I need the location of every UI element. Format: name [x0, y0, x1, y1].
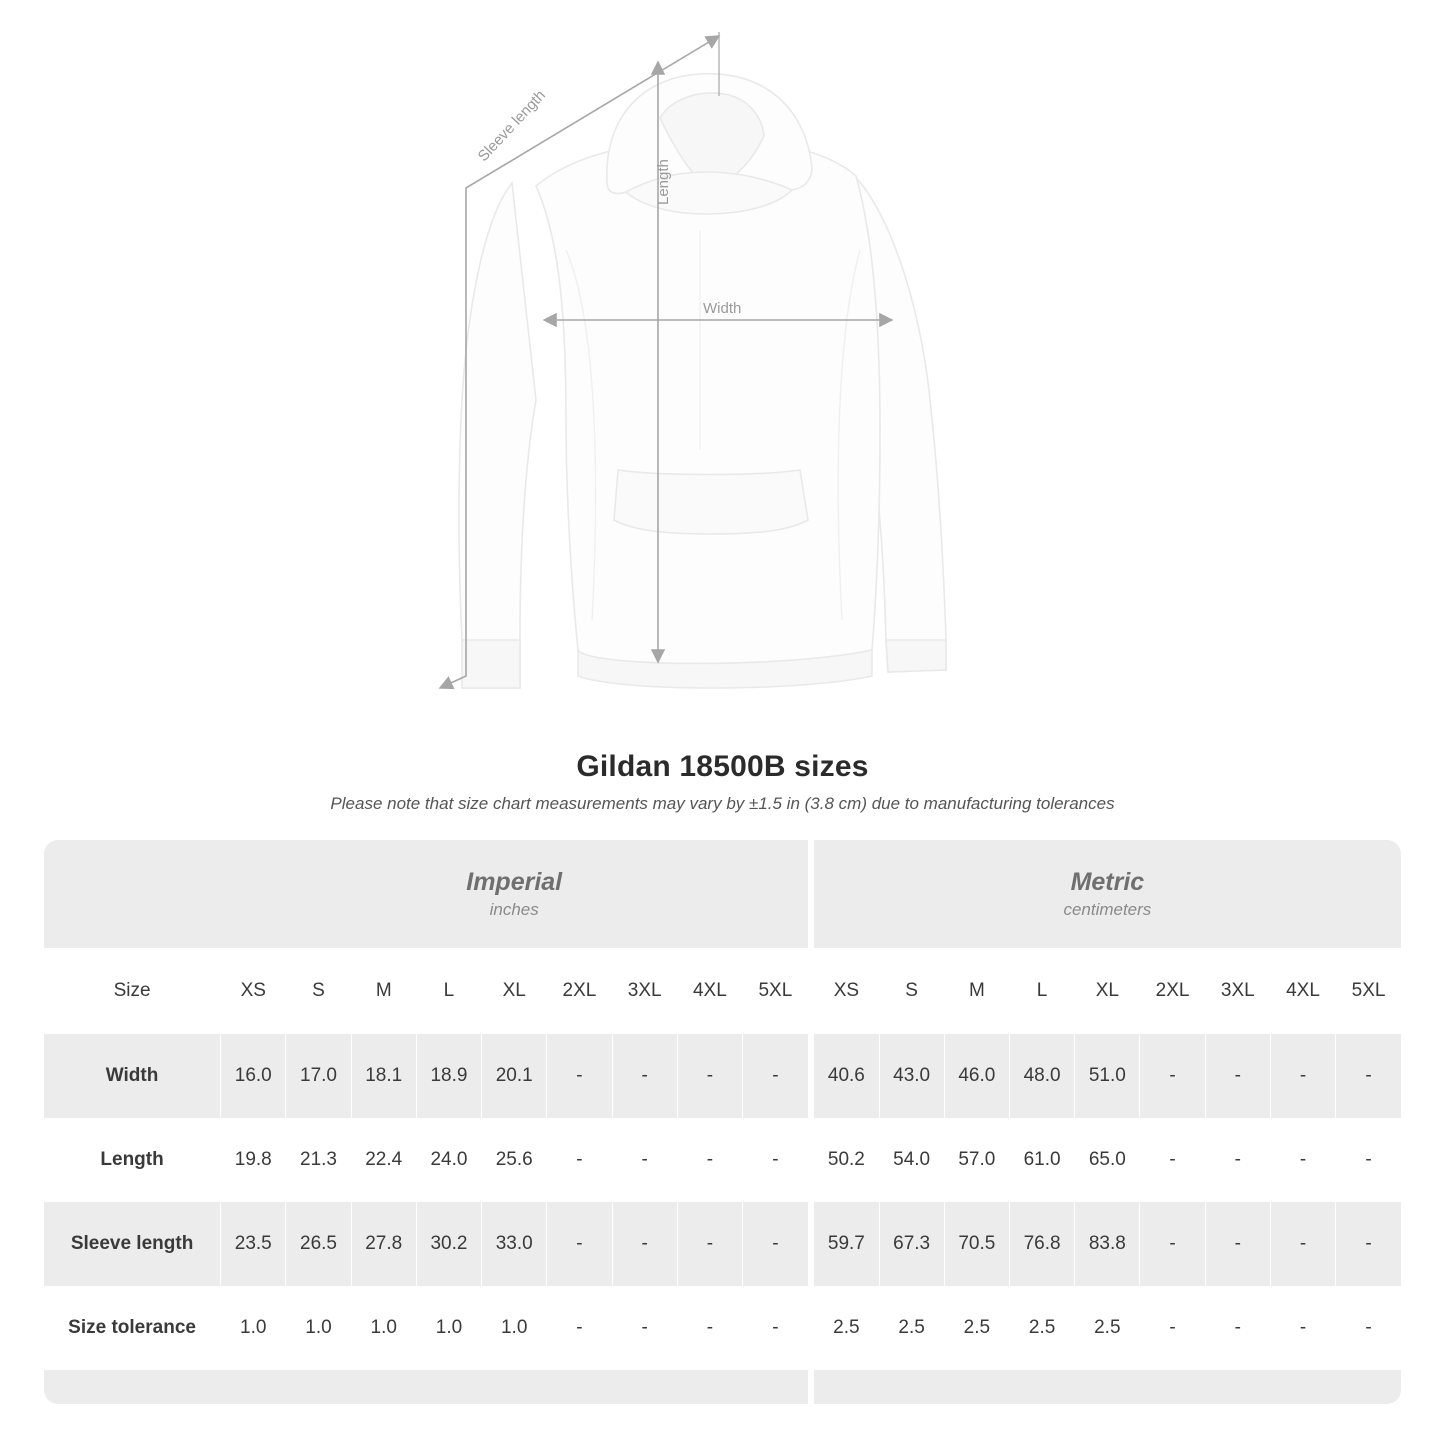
- row-label-width: Width: [44, 1034, 221, 1118]
- title-block: [0, 750, 1445, 814]
- table-row: [44, 1202, 1401, 1286]
- unit-header-separator: [808, 840, 814, 948]
- cell-tolerance-imperial-s: 1.0: [286, 1286, 351, 1370]
- size-header-imperial-3xl: 3XL: [612, 948, 677, 1034]
- tolerance-note: Please note that size chart measurements may vary by ±1.5 in (3.8 cm) due to manufacturing tolerances: [330, 794, 1115, 813]
- cell-length-imperial-m: 22.4: [351, 1118, 416, 1202]
- unit-header-row: [44, 840, 1401, 948]
- cell-tolerance-metric-xl: 2.5: [1075, 1286, 1140, 1370]
- size-header-metric-m: M: [944, 948, 1009, 1034]
- cell-width-metric-3xl: -: [1205, 1034, 1270, 1118]
- cell-sleeve-metric-xs: 59.7: [814, 1202, 879, 1286]
- size-header-imperial-5xl: 5XL: [743, 948, 808, 1034]
- cell-length-imperial-xs: 19.8: [221, 1118, 286, 1202]
- cell-length-imperial-2xl: -: [547, 1118, 612, 1202]
- footer-cell-metric: [814, 1370, 1401, 1404]
- length-dimension-label: Length: [655, 159, 672, 205]
- unit-header-spacer: [44, 840, 221, 948]
- cell-tolerance-imperial-m: 1.0: [351, 1286, 416, 1370]
- size-header-metric-3xl: 3XL: [1205, 948, 1270, 1034]
- cell-length-imperial-xl: 25.6: [482, 1118, 547, 1202]
- table-row: [44, 1118, 1401, 1202]
- cell-width-imperial-2xl: -: [547, 1034, 612, 1118]
- cell-sleeve-imperial-5xl: -: [743, 1202, 808, 1286]
- imperial-header-cell: [221, 840, 808, 948]
- cell-width-metric-2xl: -: [1140, 1034, 1205, 1118]
- cell-width-metric-5xl: -: [1336, 1034, 1401, 1118]
- cell-tolerance-metric-s: 2.5: [879, 1286, 944, 1370]
- cell-tolerance-imperial-xl: 1.0: [482, 1286, 547, 1370]
- cell-tolerance-metric-xs: 2.5: [814, 1286, 879, 1370]
- cell-width-metric-m: 46.0: [944, 1034, 1009, 1118]
- size-header-imperial-m: M: [351, 948, 416, 1034]
- cell-length-imperial-5xl: -: [743, 1118, 808, 1202]
- cell-tolerance-metric-l: 2.5: [1009, 1286, 1074, 1370]
- cell-width-metric-xl: 51.0: [1075, 1034, 1140, 1118]
- cell-width-metric-4xl: -: [1270, 1034, 1335, 1118]
- cell-length-metric-s: 54.0: [879, 1118, 944, 1202]
- size-header-imperial-s: S: [286, 948, 351, 1034]
- cell-width-metric-l: 48.0: [1009, 1034, 1074, 1118]
- cell-tolerance-metric-2xl: -: [1140, 1286, 1205, 1370]
- size-header-metric-xl: XL: [1075, 948, 1140, 1034]
- metric-label: Metric: [1070, 868, 1145, 897]
- size-header-imperial-2xl: 2XL: [547, 948, 612, 1034]
- cell-length-imperial-4xl: -: [677, 1118, 742, 1202]
- cell-sleeve-imperial-4xl: -: [677, 1202, 742, 1286]
- cell-length-imperial-l: 24.0: [416, 1118, 481, 1202]
- cell-length-metric-3xl: -: [1205, 1118, 1270, 1202]
- cell-width-imperial-3xl: -: [612, 1034, 677, 1118]
- cell-tolerance-metric-5xl: -: [1336, 1286, 1401, 1370]
- size-header-imperial-4xl: 4XL: [677, 948, 742, 1034]
- cell-width-imperial-s: 17.0: [286, 1034, 351, 1118]
- cell-length-metric-m: 57.0: [944, 1118, 1009, 1202]
- cell-sleeve-imperial-3xl: -: [612, 1202, 677, 1286]
- cell-sleeve-metric-4xl: -: [1270, 1202, 1335, 1286]
- cell-sleeve-metric-s: 67.3: [879, 1202, 944, 1286]
- cell-width-metric-s: 43.0: [879, 1034, 944, 1118]
- cell-sleeve-metric-l: 76.8: [1009, 1202, 1074, 1286]
- cell-tolerance-imperial-4xl: -: [677, 1286, 742, 1370]
- cell-sleeve-metric-xl: 83.8: [1075, 1202, 1140, 1286]
- cell-sleeve-metric-3xl: -: [1205, 1202, 1270, 1286]
- cell-sleeve-metric-m: 70.5: [944, 1202, 1009, 1286]
- cell-tolerance-imperial-xs: 1.0: [221, 1286, 286, 1370]
- size-row-label: Size: [44, 948, 221, 1034]
- table-row: [44, 1286, 1401, 1370]
- sleeve-length-dimension-label: Sleeve length: [474, 86, 549, 165]
- cell-length-metric-xs: 50.2: [814, 1118, 879, 1202]
- page-title: Gildan 18500B sizes: [576, 750, 869, 783]
- cell-tolerance-imperial-l: 1.0: [416, 1286, 481, 1370]
- metric-sublabel: centimeters: [1063, 899, 1152, 919]
- row-label-size-tolerance: Size tolerance: [44, 1286, 221, 1370]
- cell-width-metric-xs: 40.6: [814, 1034, 879, 1118]
- size-header-metric-s: S: [879, 948, 944, 1034]
- cell-length-metric-l: 61.0: [1009, 1118, 1074, 1202]
- cell-length-metric-xl: 65.0: [1075, 1118, 1140, 1202]
- size-header-imperial-l: L: [416, 948, 481, 1034]
- cell-sleeve-imperial-xs: 23.5: [221, 1202, 286, 1286]
- footer-cell-imperial: [221, 1370, 808, 1404]
- row-label-sleeve-length: Sleeve length: [44, 1202, 221, 1286]
- size-header-metric-l: L: [1009, 948, 1074, 1034]
- cell-length-metric-5xl: -: [1336, 1118, 1401, 1202]
- cell-width-imperial-m: 18.1: [351, 1034, 416, 1118]
- size-header-imperial-xl: XL: [482, 948, 547, 1034]
- size-header-metric-xs: XS: [814, 948, 879, 1034]
- size-header-row: [44, 948, 1401, 1034]
- cell-width-imperial-4xl: -: [677, 1034, 742, 1118]
- imperial-sublabel: inches: [489, 899, 539, 919]
- cell-tolerance-metric-m: 2.5: [944, 1286, 1009, 1370]
- cell-sleeve-imperial-m: 27.8: [351, 1202, 416, 1286]
- table-footer-band: [44, 1370, 1401, 1404]
- size-header-metric-2xl: 2XL: [1140, 948, 1205, 1034]
- cell-width-imperial-xl: 20.1: [482, 1034, 547, 1118]
- cell-sleeve-imperial-2xl: -: [547, 1202, 612, 1286]
- cell-tolerance-metric-4xl: -: [1270, 1286, 1335, 1370]
- cell-tolerance-imperial-2xl: -: [547, 1286, 612, 1370]
- cell-width-imperial-5xl: -: [743, 1034, 808, 1118]
- footer-cell-left: [44, 1370, 221, 1404]
- cell-tolerance-imperial-3xl: -: [612, 1286, 677, 1370]
- size-table-container: [44, 840, 1401, 1404]
- width-dimension-label: Width: [703, 300, 742, 317]
- size-header-metric-5xl: 5XL: [1336, 948, 1401, 1034]
- cell-sleeve-imperial-s: 26.5: [286, 1202, 351, 1286]
- cell-sleeve-imperial-xl: 33.0: [482, 1202, 547, 1286]
- table-row: [44, 1034, 1401, 1118]
- size-header-imperial-xs: XS: [221, 948, 286, 1034]
- cell-length-metric-2xl: -: [1140, 1118, 1205, 1202]
- cell-width-imperial-xs: 16.0: [221, 1034, 286, 1118]
- size-table: [44, 840, 1401, 1404]
- cell-length-metric-4xl: -: [1270, 1118, 1335, 1202]
- cell-tolerance-imperial-5xl: -: [743, 1286, 808, 1370]
- cell-width-imperial-l: 18.9: [416, 1034, 481, 1118]
- cell-tolerance-metric-3xl: -: [1205, 1286, 1270, 1370]
- imperial-label: Imperial: [466, 868, 563, 897]
- cell-sleeve-metric-2xl: -: [1140, 1202, 1205, 1286]
- footer-separator: [808, 1370, 814, 1404]
- metric-header-cell: [814, 840, 1401, 948]
- size-header-metric-4xl: 4XL: [1270, 948, 1335, 1034]
- cell-length-imperial-s: 21.3: [286, 1118, 351, 1202]
- cell-sleeve-imperial-l: 30.2: [416, 1202, 481, 1286]
- cell-sleeve-metric-5xl: -: [1336, 1202, 1401, 1286]
- cell-length-imperial-3xl: -: [612, 1118, 677, 1202]
- row-label-length: Length: [44, 1118, 221, 1202]
